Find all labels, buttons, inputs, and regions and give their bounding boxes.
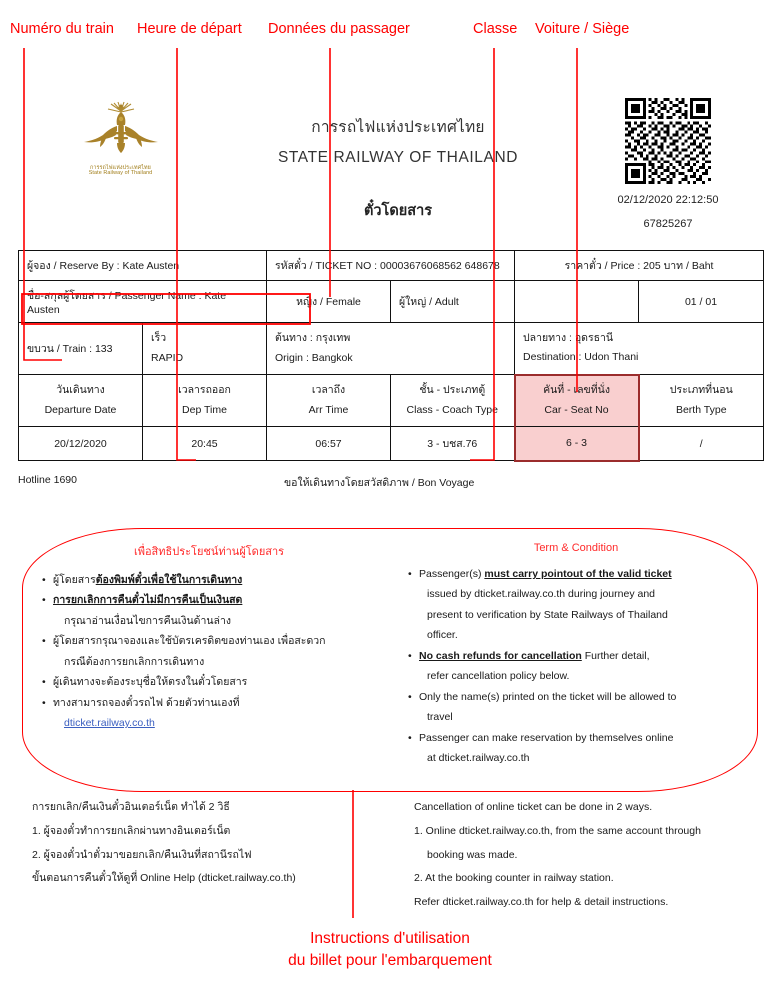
value-car-seat: 6 - 3 xyxy=(515,427,639,461)
terms-column-thai xyxy=(22,528,390,792)
terms-title-en: Term & Condition xyxy=(533,542,619,554)
annotation-bottom-caption xyxy=(0,928,780,973)
cancellation-line-th: 1. ผู้จองตั๋วทำการยกเลิกผ่านทางอินเตอร์เน็ต xyxy=(32,824,231,837)
col-header-th: เวลาถึง xyxy=(311,383,346,396)
destination-en: Destination : Udon Thani xyxy=(523,351,639,364)
terms-item-en: refer cancellation policy below. xyxy=(427,670,570,683)
value-arr-time: 06:57 xyxy=(267,427,391,461)
terms-item-en: officer. xyxy=(427,629,458,642)
qr-code-icon xyxy=(625,98,711,184)
cancellation-column-thai xyxy=(22,800,390,919)
table-row-route xyxy=(19,323,764,375)
origin-en: Origin : Bangkok xyxy=(275,351,353,364)
railway-logo-block xyxy=(18,96,223,178)
terms-item-en: at dticket.railway.co.th xyxy=(427,752,530,765)
col-header-departure-date xyxy=(19,375,143,427)
origin-th: ต้นทาง : กรุงเทพ xyxy=(275,332,351,345)
table-row-reserve xyxy=(19,251,764,281)
hotline-text: Hotline 1690 xyxy=(18,473,77,486)
terms-item-en: • Only the name(s) printed on the ticket will be allowed to xyxy=(408,687,744,707)
terms-text-emphasis: การยกเลิกการคืนตั๋วไม่มีการคืนเป็นเงินสด xyxy=(53,594,243,607)
train-number-cell: ขบวน / Train : 133 xyxy=(19,323,143,375)
reference-number: 67825267 xyxy=(643,218,693,230)
cancellation-line-th: ขั้นตอนการคืนตั๋วให้ดูที่ Online Help (dticket.railway.co.th) xyxy=(32,872,296,885)
terms-item-th xyxy=(42,590,376,610)
value-berth-type: / xyxy=(639,427,764,461)
age-group-cell: ผู้ใหญ่ / Adult xyxy=(391,281,515,323)
gender-cell: หญิง / Female xyxy=(267,281,391,323)
terms-item-en xyxy=(408,564,744,584)
train-type-cell xyxy=(143,323,267,375)
annotation-bottom-line-2: du billet pour l'embarquement xyxy=(288,952,492,970)
value-departure-date: 20/12/2020 xyxy=(19,427,143,461)
destination-cell xyxy=(515,323,764,375)
col-header-berth-type xyxy=(639,375,764,427)
table-row-values xyxy=(19,427,764,461)
annotation-label-class: Classe xyxy=(473,21,518,37)
terms-item-th: • ทางสามารถจองตั๋วรถไฟ ด้วยตัวท่านเองที่ xyxy=(42,693,376,713)
cancellation-instructions xyxy=(22,800,758,919)
terms-item-th: • ผู้โดยสารกรุณาจองและใช้บัตรเครดิตของท่านเอง เพื่อสะดวก xyxy=(42,631,376,651)
org-name-th: การรถไฟแห่งประเทศไทย xyxy=(311,119,485,136)
terms-item-th: กรุณาอ่านเงื่อนไขการคืนเงินด้านล่าง xyxy=(64,614,232,627)
col-header-en: Car - Seat No xyxy=(544,403,609,416)
terms-list-th xyxy=(42,570,376,734)
terms-text-plain: Passenger(s) xyxy=(419,568,485,580)
annotation-label-passenger-data: Données du passager xyxy=(268,21,410,37)
ticket-title-block xyxy=(223,96,573,222)
ticket-footer-line xyxy=(18,474,763,492)
train-type-th: เร็ว xyxy=(151,332,167,345)
value-dep-time: 20:45 xyxy=(143,427,267,461)
annotation-label-departure-time: Heure de départ xyxy=(137,21,242,37)
terms-item-en: • Passenger can make reservation by themselves online xyxy=(408,728,744,748)
ticket-header xyxy=(18,90,763,250)
col-header-dep-time xyxy=(143,375,267,427)
terms-text-emphasis: No cash refunds for cancellation xyxy=(419,649,582,662)
destination-th: ปลายทาง : อุดรธานี xyxy=(523,331,614,344)
cancellation-line-th: การยกเลิก/คืนเงินตั๋วอินเตอร์เน็ต ทำได้ 2 วิธี xyxy=(32,801,230,813)
price-cell: ราคาตั๋ว / Price : 205 บาท / Baht xyxy=(515,251,764,281)
cancellation-line-en: 2. At the booking counter in railway station. xyxy=(414,872,614,885)
col-header-en: Dep Time xyxy=(182,403,227,416)
cancellation-line-en: 1. Online dticket.railway.co.th, from the same account through xyxy=(414,824,701,837)
ticket-document xyxy=(18,90,763,492)
terms-item-th: กรณีต้องการยกเลิกการเดินทาง xyxy=(64,655,205,668)
col-header-th: เวลารถออก xyxy=(178,383,231,396)
cancellation-line-en: Refer dticket.railway.co.th for help & detail instructions. xyxy=(414,896,669,908)
logo-caption-th: การรถไฟแห่งประเทศไทย xyxy=(90,165,151,171)
col-header-arr-time xyxy=(267,375,391,427)
col-header-en: Berth Type xyxy=(675,403,727,416)
terms-item-th xyxy=(42,570,376,590)
passenger-name-cell: ชื่อ-สกุลผู้โดยสาร / Passenger Name : Kate Austen xyxy=(19,281,267,323)
terms-list-en xyxy=(408,564,744,769)
terms-item-th: • ผู้เดินทางจะต้องระบุชื่อให้ตรงในตั๋วโดยสาร xyxy=(42,672,376,692)
col-header-th: วันเดินทาง xyxy=(56,383,105,396)
col-header-th: ประเภทที่นอน xyxy=(669,383,733,396)
terms-link-th[interactable] xyxy=(42,713,376,733)
cancellation-line-en: Cancellation of online ticket can be done in 2 ways. xyxy=(414,801,653,813)
dticket-link[interactable]: dticket.railway.co.th xyxy=(64,717,155,730)
terms-item-en xyxy=(408,646,744,666)
document-type-label: ตั๋วโดยสาร xyxy=(363,203,433,219)
ticket-details-table xyxy=(18,250,764,462)
train-type-en: RAPID xyxy=(151,351,184,364)
col-header-th: คันที่ - เลขที่นั่ง xyxy=(543,383,610,396)
col-header-class-coach xyxy=(391,375,515,427)
col-header-th: ชั้น - ประเภทตู้ xyxy=(419,383,486,396)
terms-title-th: เพื่อสิทธิประโยชน์ท่านผู้โดยสาร xyxy=(133,546,285,558)
cancellation-line-en: booking was made. xyxy=(427,848,518,861)
terms-column-english xyxy=(390,528,758,792)
terms-text-plain: Further detail, xyxy=(581,649,650,662)
terms-text-emphasis: must carry pointout of the valid ticket xyxy=(484,568,672,580)
col-header-en: Class - Coach Type xyxy=(406,403,498,416)
table-row-passenger xyxy=(19,281,764,323)
terms-item-en: travel xyxy=(427,711,453,724)
annotation-bottom-line-1: Instructions d'utilisation xyxy=(310,930,470,947)
table-row-header xyxy=(19,375,764,427)
issued-datetime: 02/12/2020 22:12:50 xyxy=(617,194,719,206)
col-header-car-seat xyxy=(515,375,639,427)
terms-item-en: issued by dticket.railway.co.th during journey and xyxy=(427,588,656,601)
bon-voyage-text: ขอให้เดินทางโดยสวัสดิภาพ / Bon Voyage xyxy=(284,476,475,489)
terms-text-plain: ผู้โดยสาร xyxy=(53,574,96,586)
org-name-en: STATE RAILWAY OF THAILAND xyxy=(277,149,519,166)
garuda-emblem-icon xyxy=(81,100,161,162)
col-header-en: Departure Date xyxy=(44,403,117,416)
ticket-no-cell: รหัสตั๋ว / TICKET NO : 00003676068562 648678 xyxy=(267,251,515,281)
terms-and-conditions xyxy=(22,528,758,792)
origin-cell xyxy=(267,323,515,375)
annotation-label-car-seat: Voiture / Siège xyxy=(535,21,630,37)
qr-block xyxy=(573,96,763,230)
annotation-label-train-number: Numéro du train xyxy=(10,21,114,37)
terms-text-emphasis: ต้องพิมพ์ตั๋วเพื่อใช้ในการเดินทาง xyxy=(95,574,243,586)
value-class-coach: 3 - บชส.76 xyxy=(391,427,515,461)
terms-item-en: present to verification by State Railways of Thailand xyxy=(427,608,668,621)
spacer-cell xyxy=(515,281,639,323)
cancellation-line-th: 2. ผู้จองตั๋วนำตั๋วมาขอยกเลิก/คืนเงินที่สถานีรถไฟ xyxy=(32,848,252,861)
reserve-by-cell: ผู้จอง / Reserve By : Kate Austen xyxy=(19,251,267,281)
cancellation-column-english xyxy=(390,800,758,919)
passenger-count-cell: 01 / 01 xyxy=(639,281,764,323)
col-header-en: Arr Time xyxy=(308,403,349,416)
logo-caption-en: State Railway of Thailand xyxy=(88,170,153,177)
